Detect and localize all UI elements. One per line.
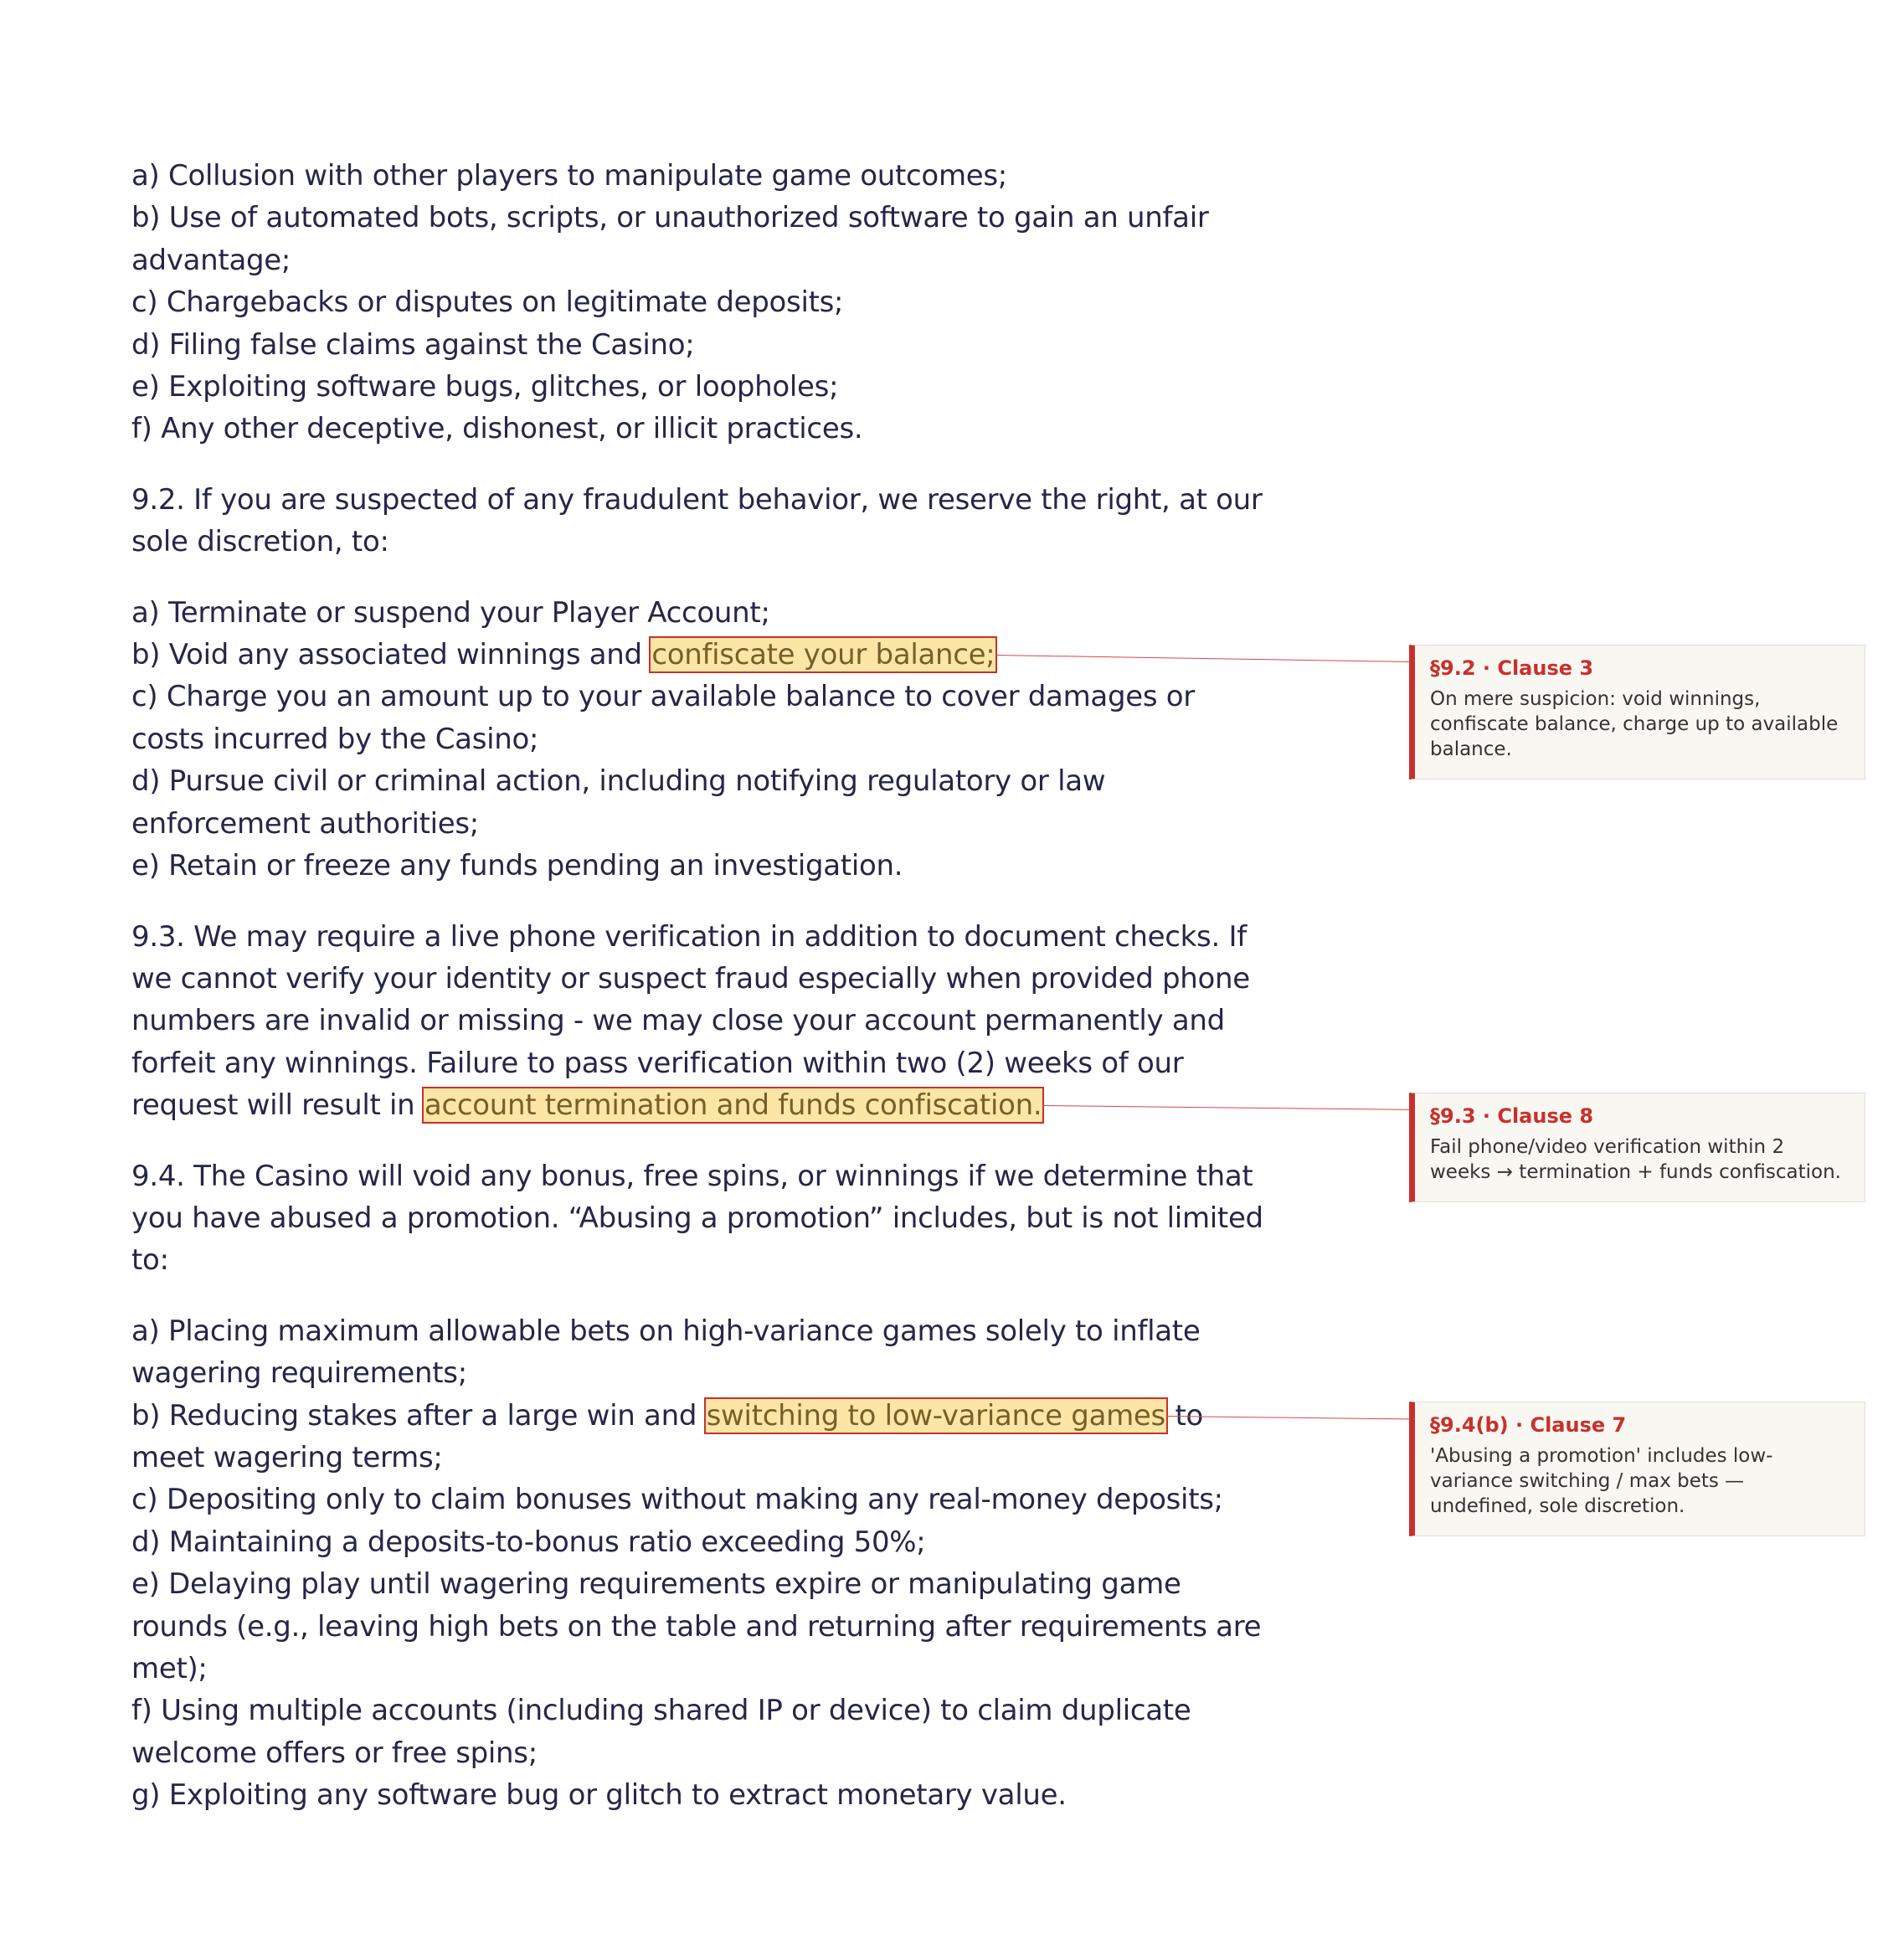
list-item-text: b) Reducing stakes after a large win and bbox=[131, 1398, 706, 1433]
paragraph-text: 9.3. We may require a live phone verification in addition to document checks. If we cannot verify your identity or suspect fraud especially when provided phone numbers are invalid or missing - we may close your account permanently and forfeit any winnings. Failure to pass verification within two (2) weeks of our request will result in bbox=[131, 919, 1250, 1123]
paragraph bbox=[131, 916, 1270, 1127]
list-item-text: b) Void any associated winnings and bbox=[131, 638, 651, 672]
list-item: g) Exploiting any software bug or glitch to extract monetary value. bbox=[131, 1778, 1067, 1813]
annotation-title: §9.2 · Clause 3 bbox=[1430, 656, 1594, 680]
annotation-body: On mere suspicion: void winnings, confiscate balance, charge up to available balance. bbox=[1430, 688, 1839, 760]
paragraph: 9.4. The Casino will void any bonus, free spins, or winnings if we determine that you have abused a promotion. “Abusing a promotion” includes, but is not limited to: bbox=[131, 1159, 1263, 1278]
list-item: d) Filing false claims against the Casino; bbox=[131, 327, 695, 362]
list-item: e) Retain or freeze any funds pending an investigation. bbox=[131, 849, 903, 883]
annotation-title: §9.3 · Clause 8 bbox=[1430, 1104, 1594, 1128]
highlight-low-variance-games[interactable]: switching to low-variance games bbox=[706, 1398, 1165, 1433]
list-item: f) Using multiple accounts (including shared IP or device) to claim duplicate welcome offers or free spins; bbox=[131, 1694, 1191, 1770]
list-item: a) Collusion with other players to manipulate game outcomes; bbox=[131, 159, 1007, 193]
terms-document bbox=[131, 155, 1270, 1817]
annotation-card[interactable] bbox=[1409, 1402, 1865, 1536]
annotation-title: §9.4(b) · Clause 7 bbox=[1430, 1413, 1627, 1437]
list-item: c) Depositing only to claim bonuses without making any real-money deposits; bbox=[131, 1483, 1223, 1517]
list-item bbox=[131, 634, 1270, 676]
list-item: f) Any other deceptive, dishonest, or illicit practices. bbox=[131, 412, 863, 446]
annotation-body: 'Abusing a promotion' includes low-variance switching / max bets — undefined, sole discretion. bbox=[1430, 1445, 1773, 1517]
list-item: d) Pursue civil or criminal action, including notifying regulatory or law enforcement authorities; bbox=[131, 764, 1106, 841]
list-item: d) Maintaining a deposits-to-bonus ratio exceeding 50%; bbox=[131, 1525, 926, 1559]
list-item bbox=[131, 1395, 1270, 1479]
annotation-card[interactable] bbox=[1409, 645, 1865, 779]
list-9-1 bbox=[131, 155, 1270, 450]
highlight-confiscate-balance[interactable]: confiscate your balance; bbox=[651, 638, 995, 672]
list-item: a) Placing maximum allowable bets on high-variance games solely to inflate wagering requirements; bbox=[131, 1314, 1201, 1391]
list-item: e) Exploiting software bugs, glitches, or loopholes; bbox=[131, 370, 839, 404]
list-item: b) Use of automated bots, scripts, or unauthorized software to gain an unfair advantage; bbox=[131, 201, 1209, 277]
list-item-text: to meet wagering terms; bbox=[131, 1398, 1204, 1474]
section-9-3 bbox=[131, 916, 1270, 1127]
section-9-2-intro bbox=[131, 479, 1270, 563]
highlight-account-termination[interactable]: account termination and funds confiscation. bbox=[424, 1088, 1042, 1123]
annotation-card[interactable] bbox=[1409, 1093, 1865, 1202]
section-9-4-intro bbox=[131, 1155, 1270, 1282]
list-item: c) Chargebacks or disputes on legitimate deposits; bbox=[131, 286, 844, 320]
list-9-2 bbox=[131, 592, 1270, 887]
list-item: a) Terminate or suspend your Player Account; bbox=[131, 595, 770, 630]
paragraph: 9.2. If you are suspected of any fraudulent behavior, we reserve the right, at our sole discretion, to: bbox=[131, 482, 1263, 559]
list-item: e) Delaying play until wagering requirements expire or manipulating game rounds (e.g., leaving high bets on the table and returning after requirements are met); bbox=[131, 1567, 1262, 1685]
list-item: c) Charge you an amount up to your available balance to cover damages or costs incurred by the Casino; bbox=[131, 680, 1195, 756]
annotation-body: Fail phone/video verification within 2 weeks → termination + funds confiscation. bbox=[1430, 1136, 1841, 1183]
list-9-4 bbox=[131, 1310, 1270, 1817]
